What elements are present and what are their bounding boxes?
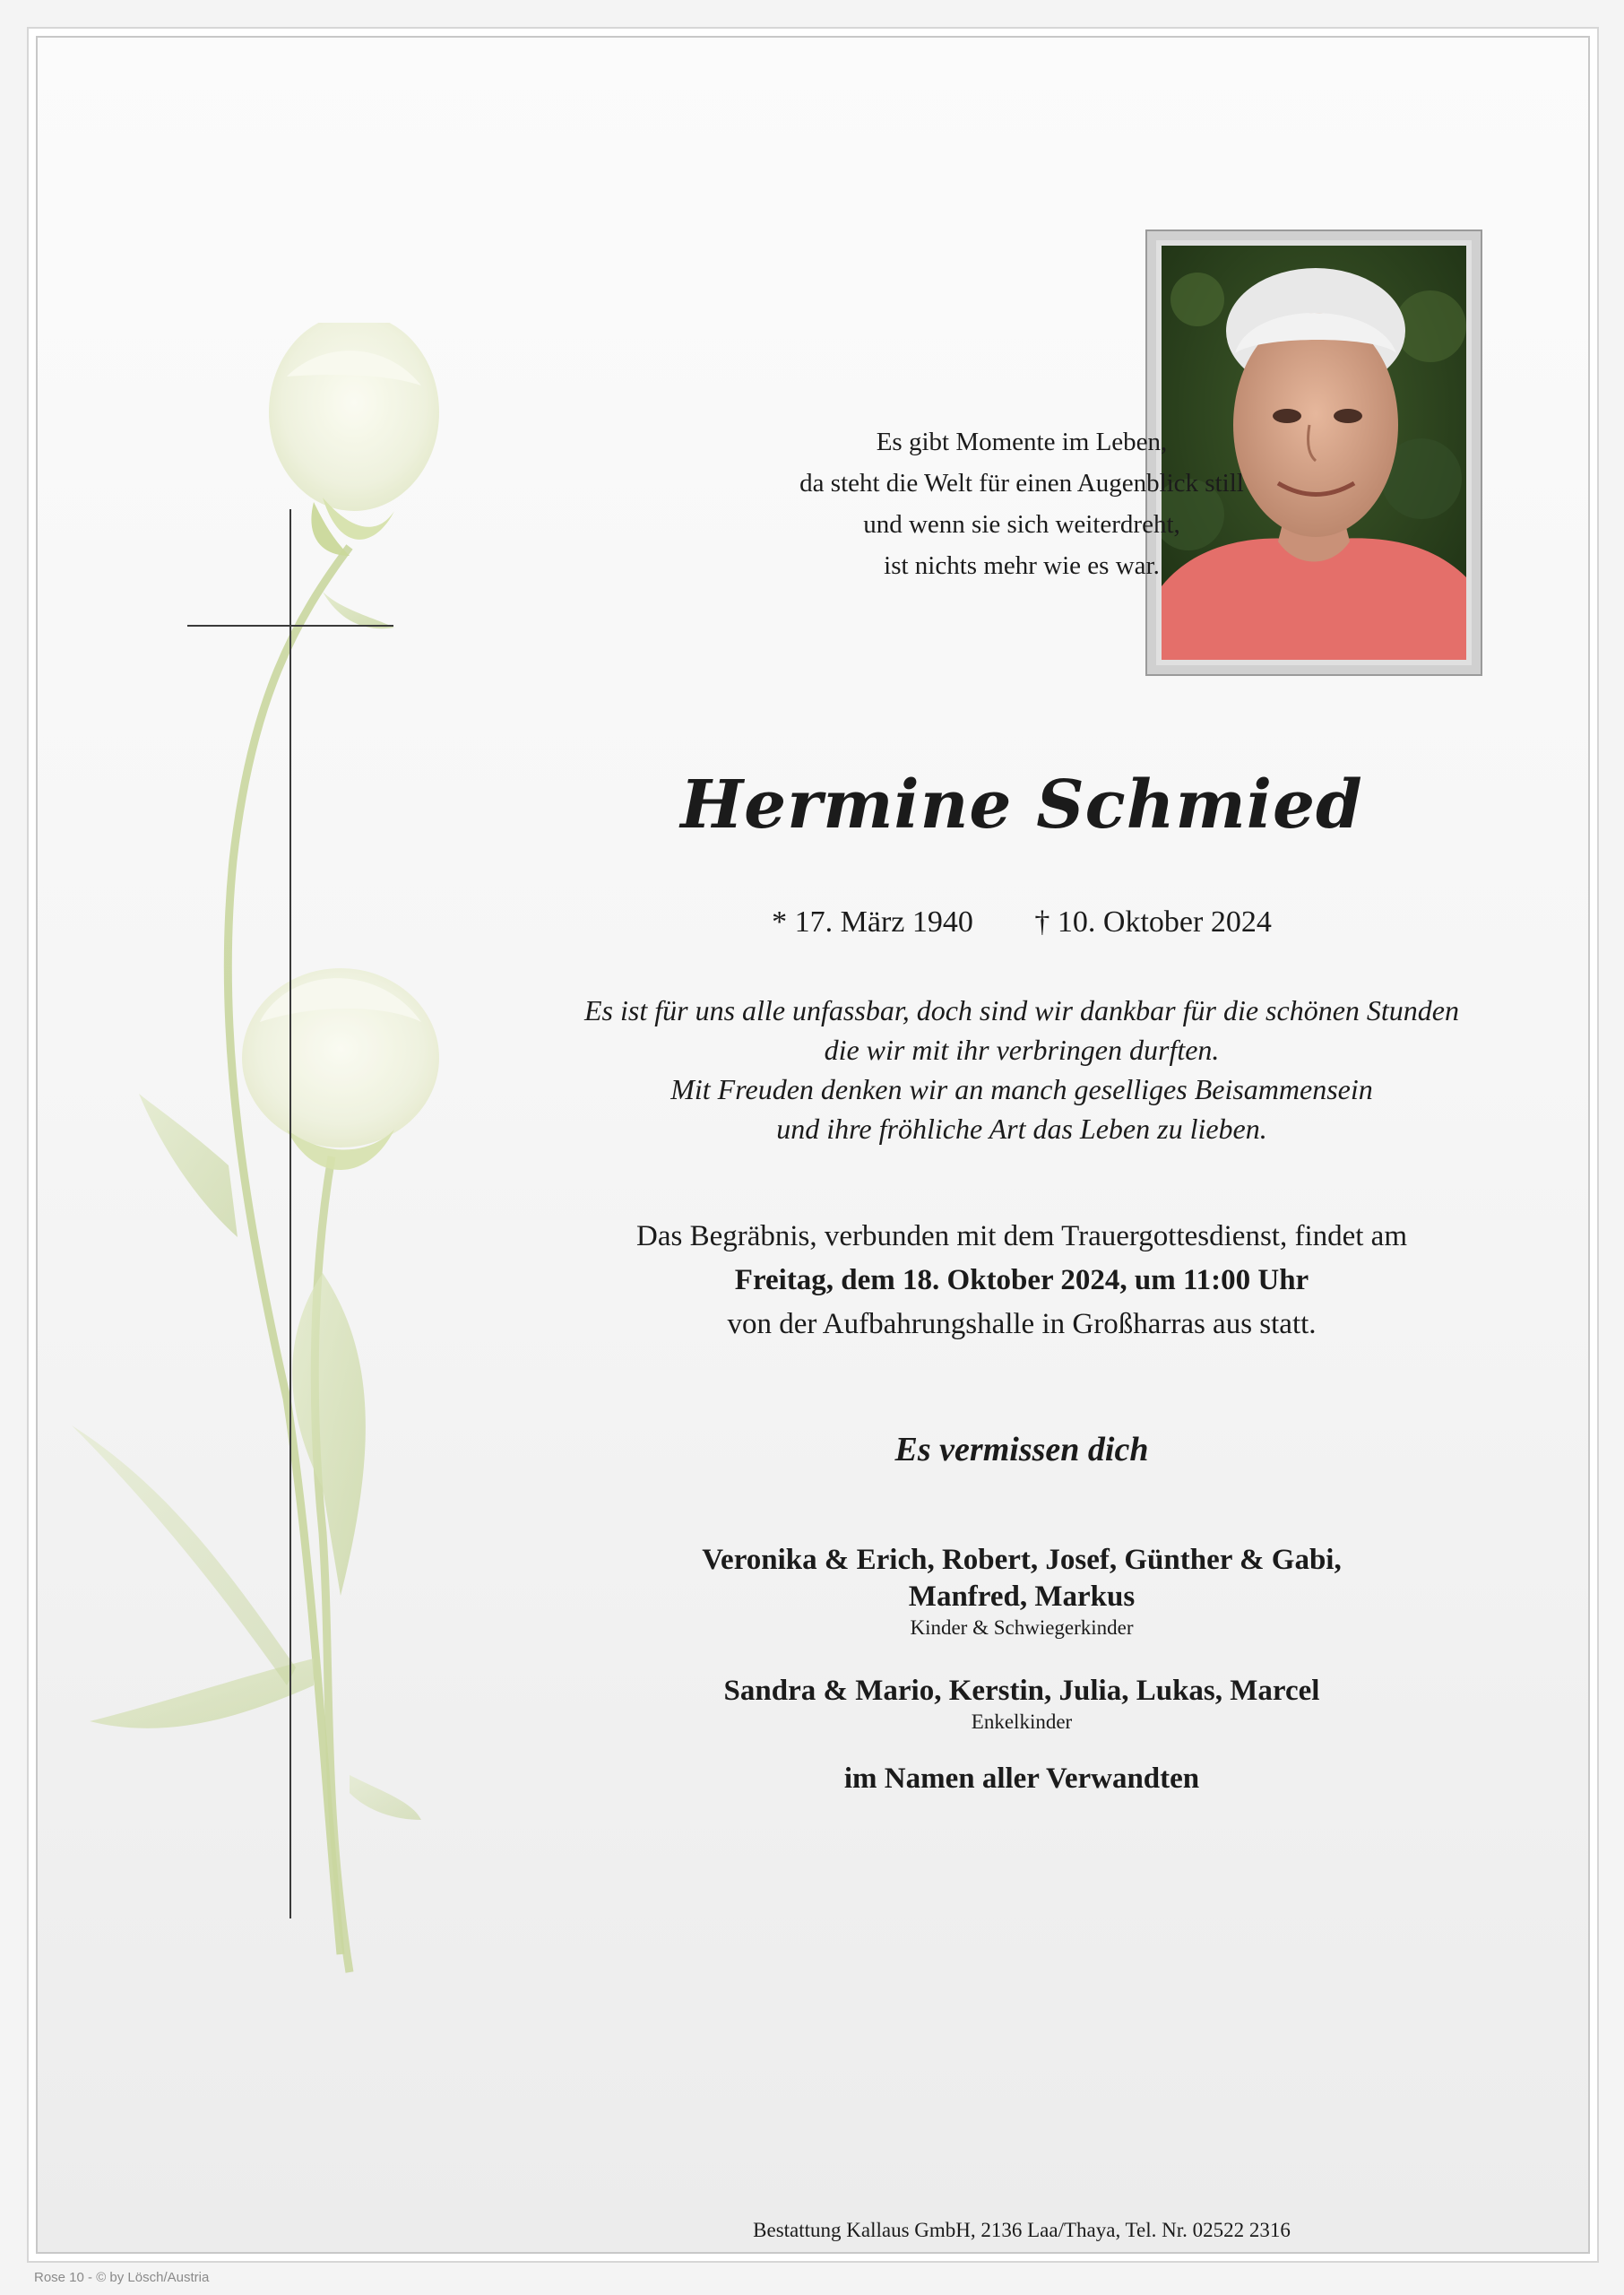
- leaf-2: [139, 1094, 238, 1237]
- funeral-home-footer: Bestattung Kallaus GmbH, 2136 Laa/Thaya, Tel. Nr. 02522 2316: [753, 2219, 1291, 2241]
- grandchildren-block: [502, 1673, 1542, 1735]
- cross-horizontal-bar: [187, 625, 393, 627]
- thanks-text: [502, 991, 1542, 1148]
- grandchildren-label: Enkelkinder: [971, 1710, 1073, 1733]
- children-line: Veronika & Erich, Robert, Josef, Günther & Gabi,: [702, 1544, 1342, 1576]
- poem-line: da steht die Welt für einen Augenblick still: [799, 469, 1244, 498]
- poem-line: ist nichts mehr wie es war.: [884, 551, 1160, 580]
- leaf-1: [323, 592, 394, 628]
- mourners-heading: Es vermissen dich: [894, 1431, 1149, 1468]
- death-date: † 10. Oktober 2024: [1034, 905, 1272, 939]
- thanks-line: Es ist für uns alle unfassbar, doch sind wir dankbar für die schönen Stunden: [584, 994, 1459, 1026]
- rose-1: [269, 323, 439, 556]
- children-line: Manfred, Markus: [908, 1581, 1136, 1613]
- children-label: Kinder & Schwiegerkinder: [910, 1616, 1134, 1639]
- poem: [502, 421, 1542, 586]
- funeral-info: [502, 1215, 1542, 1347]
- funeral-line: Das Begräbnis, verbunden mit dem Trauergottesdienst, findet am: [636, 1220, 1407, 1252]
- rose-decoration: [54, 323, 520, 2080]
- thanks-line: und ihre fröhliche Art das Leben zu lieben.: [776, 1113, 1267, 1145]
- children-block: [502, 1542, 1542, 1641]
- relatives-line: im Namen aller Verwandten: [843, 1762, 1200, 1795]
- leaf-6: [350, 1775, 421, 1820]
- funeral-line: von der Aufbahrungshalle in Großharras aus statt.: [727, 1308, 1317, 1340]
- deceased-name: Hermine Schmied: [680, 766, 1363, 844]
- life-dates: [502, 905, 1542, 940]
- grandchildren-line: Sandra & Mario, Kerstin, Julia, Lukas, Marcel: [723, 1675, 1320, 1707]
- thanks-line: Mit Freuden denken wir an manch geselliges Beisammensein: [670, 1073, 1373, 1105]
- poem-line: Es gibt Momente im Leben,: [876, 428, 1168, 456]
- funeral-date: Freitag, dem 18. Oktober 2024, um 11:00 Uhr: [734, 1264, 1309, 1296]
- rose-2: [242, 968, 439, 1170]
- design-credit: Rose 10 - © by Lösch/Austria: [34, 2270, 210, 2285]
- thanks-line: die wir mit ihr verbringen durften.: [824, 1034, 1220, 1066]
- birth-date: * 17. März 1940: [772, 905, 973, 939]
- poem-line: und wenn sie sich weiterdreht,: [863, 510, 1180, 539]
- leaf-5: [72, 1425, 296, 1685]
- cross-vertical-bar: [289, 509, 291, 1918]
